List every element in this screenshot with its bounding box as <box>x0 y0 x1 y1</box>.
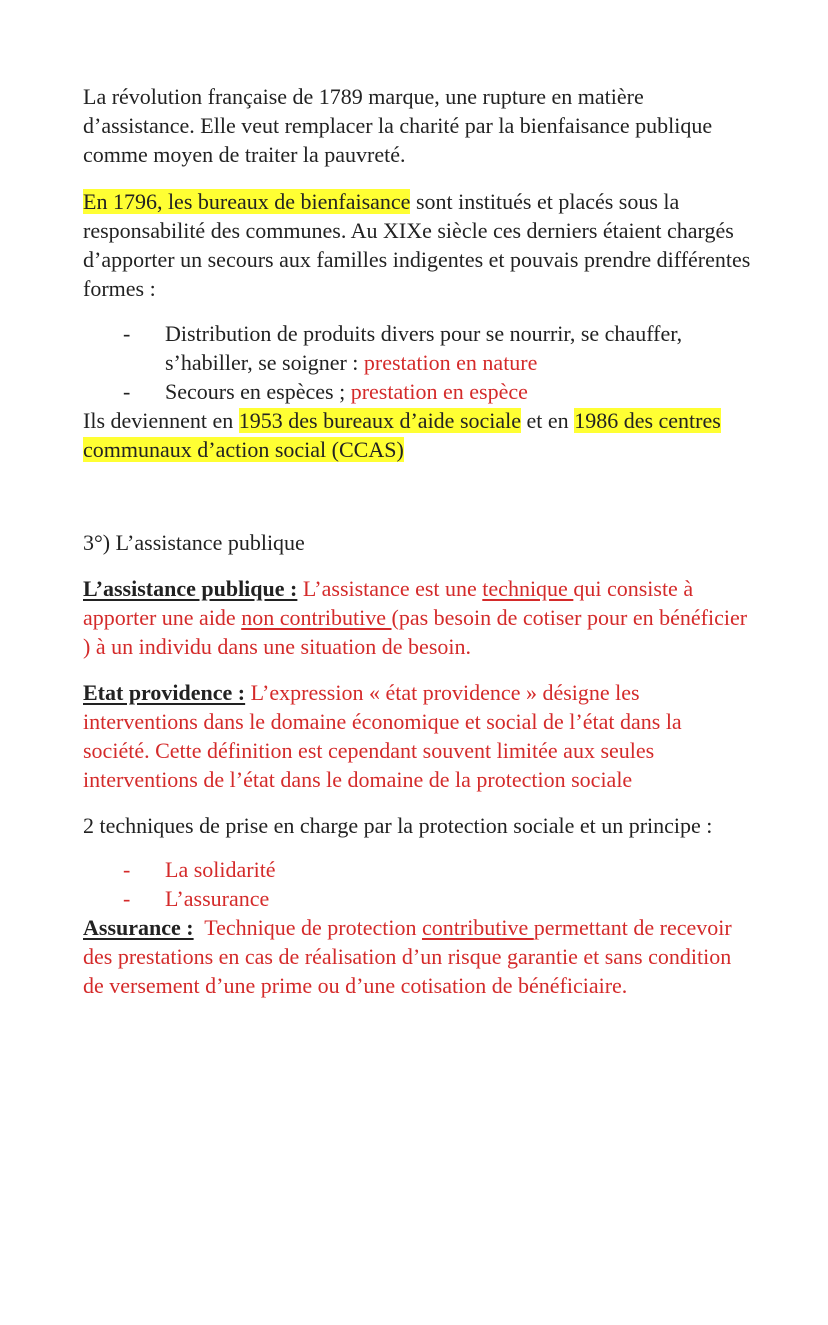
ccas-text-a: Ils deviennent en <box>83 408 239 433</box>
def-text: qui consiste à apporter une aide <box>83 576 694 630</box>
highlight-1796: En 1796, les bureaux de bienfaisance <box>83 189 411 214</box>
list-item-red: prestation en nature <box>363 350 538 375</box>
def-text: (pas besoin de cotiser pour en bénéficier ) à un individu dans une situation de besoin. <box>83 605 748 659</box>
def-text: L’expression « état providence » désigne les interventions dans le domaine économique et social de l’état dans la société. Cette définition est cependant souvent limitée aux seules interventions de l’état dans le domaine de la protection sociale <box>83 680 682 792</box>
ccas-paragraph <box>83 406 753 464</box>
ccas-text-b: et en <box>521 408 575 433</box>
list-item <box>83 377 753 406</box>
techniques-list <box>83 855 753 913</box>
definition-assistance-publique <box>83 574 753 661</box>
def-text: L’assistance est une <box>297 576 483 601</box>
list-item-red: prestation en espèce <box>350 379 528 404</box>
term-assurance: Assurance : <box>83 915 194 940</box>
list-item-text: La solidarité <box>165 857 276 882</box>
def-underline-technique: technique <box>482 576 574 601</box>
techniques-paragraph: 2 techniques de prise en charge par la protection sociale et un principe : <box>83 813 713 838</box>
dash-bullet: - <box>123 379 131 404</box>
list-item <box>83 855 753 884</box>
document-page <box>83 82 753 1017</box>
list-item-text: Distribution de produits divers pour se nourrir, se chauffer, s’habiller, se soigner : <box>165 321 683 375</box>
bienfaisance-paragraph <box>83 187 753 303</box>
dash-bullet: - <box>123 857 131 882</box>
list-item-text: Secours en espèces ; <box>165 379 351 404</box>
dash-bullet: - <box>123 886 131 911</box>
def-text: Technique de protection <box>193 915 422 940</box>
def-underline-contributive: contributive <box>421 915 534 940</box>
list-item-text: L’assurance <box>165 886 270 911</box>
def-underline-non-contributive: non contributive <box>241 605 392 630</box>
def-text: permettant de recevoir des prestations en cas de réalisation d’un risque garantie et sans condition de versement d’une prime ou d’une cotisation de bénéficiaire. <box>83 915 732 998</box>
highlight-1986: 1986 des centres communaux d’action social (CCAS) <box>83 408 721 462</box>
dash-bullet: - <box>123 321 131 346</box>
term-etat-providence: Etat providence : <box>83 680 246 705</box>
list-item <box>83 319 753 377</box>
definition-assurance <box>83 913 753 1000</box>
definition-etat-providence <box>83 678 753 794</box>
highlight-1953: 1953 des bureaux d’aide sociale <box>238 408 522 433</box>
list-item <box>83 884 753 913</box>
term-assistance-publique: L’assistance publique : <box>83 576 298 601</box>
section-heading: 3°) L’assistance publique <box>83 530 305 555</box>
bienfaisance-text: sont institués et placés sous la responsabilité des communes. Au XIXe siècle ces derniers étaient chargés d’apporter un secours aux familles indigentes et pouvais prendre différentes formes : <box>83 189 751 301</box>
intro-paragraph: La révolution française de 1789 marque, une rupture en matière d’assistance. Elle veut remplacer la charité par la bienfaisance publique comme moyen de traiter la pauvreté. <box>83 84 713 167</box>
prestation-list <box>83 319 753 406</box>
